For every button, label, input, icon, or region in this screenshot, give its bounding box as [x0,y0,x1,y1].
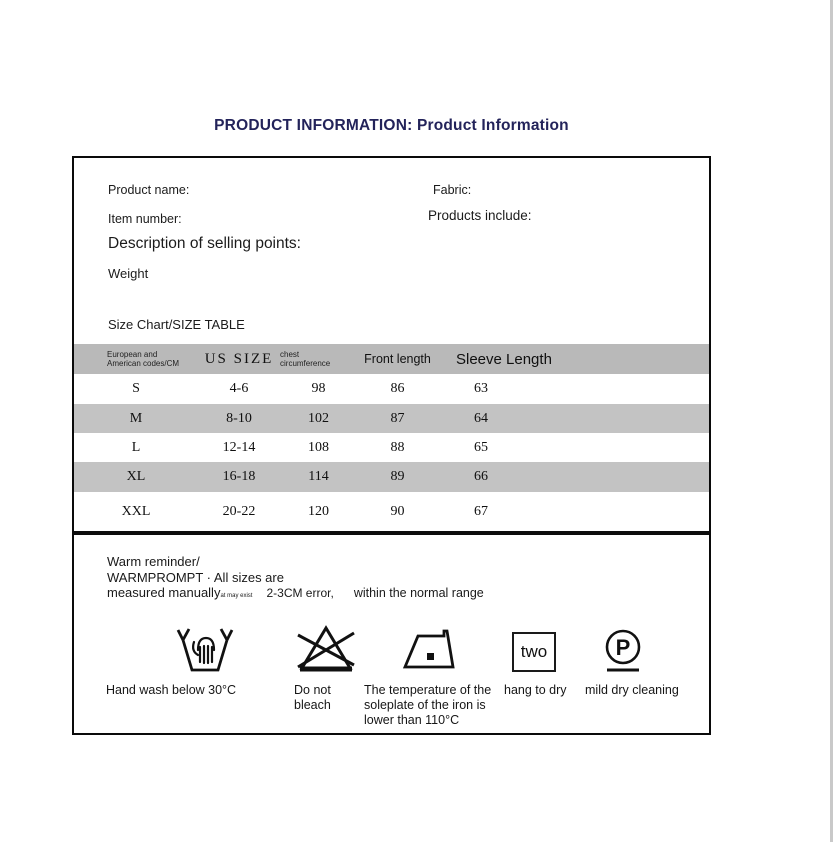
header-chest: chest circumference [280,350,331,368]
table-row-xl [74,462,709,492]
cell-front: 89 [390,469,405,484]
header-front-length: Front length [364,352,431,366]
weight-label: Weight [108,266,149,281]
size-chart-heading: Size Chart/SIZE TABLE [108,317,245,332]
cell-chest: 114 [308,469,329,484]
warm-reminder [107,554,484,605]
do-not-bleach-icon [296,621,356,677]
cell-chest: 120 [308,503,329,519]
cell-us: 12-14 [222,439,256,455]
cell-size: XL [126,469,146,484]
cell-us: 8-10 [226,410,252,426]
cell-size: L [131,439,141,455]
cell-front: 90 [390,503,405,519]
cell-sleeve: 64 [474,410,488,426]
reminder-fine-print: at may exist [220,593,253,599]
fabric-label: Fabric: [433,183,472,197]
cell-front: 87 [390,410,405,426]
selling-points-label: Description of selling points: [108,235,301,252]
cell-chest: 102 [308,410,329,426]
header-eu-us-codes: European and American codes/CM [107,350,180,368]
cell-us: 20-22 [222,503,256,519]
table-row-m [74,404,709,433]
size-table-header-row [74,344,709,374]
table-row-l [74,433,709,462]
page-edge-line [830,0,833,842]
cell-chest: 98 [311,381,326,396]
header-us-size: US SIZE [204,350,274,367]
cell-sleeve: 66 [474,469,488,484]
product-name-label: Product name: [108,183,190,197]
cell-size: S [132,381,140,396]
do-not-bleach-label: Do not bleach [294,683,331,712]
dry-clean-icon [600,627,646,675]
hang-dry-symbol-text: two [520,642,548,661]
table-row-s [74,374,709,404]
hang-dry-icon [512,632,556,672]
product-info-panel [72,156,711,735]
iron-low-temp-icon [402,629,456,669]
cell-sleeve: 67 [474,503,488,519]
cell-sleeve: 65 [474,439,488,455]
cell-us: 16-18 [222,469,256,484]
item-number-label: Item number: [108,212,182,226]
dry-clean-label: mild dry cleaning [585,683,679,697]
cell-us: 4-6 [229,381,249,396]
cell-size: XXL [121,503,151,519]
dry-clean-symbol-text: P [615,635,631,660]
cell-front: 88 [390,439,405,455]
hang-dry-label: hang to dry [504,683,567,697]
table-row-xxl [74,492,709,531]
cell-front: 86 [390,381,405,396]
page-title: PRODUCT INFORMATION: Product Information [214,117,569,134]
hand-wash-icon [176,624,234,674]
iron-label: The temperature of the soleplate of the iron is lower than 110°C [364,683,492,727]
header-sleeve-length: Sleeve Length [456,350,552,368]
section-divider [74,531,709,535]
hand-wash-label: Hand wash below 30°C [106,683,237,697]
reminder-line3: measured manuallyat may exist 2-3CM error, within the normal range [107,585,484,600]
size-table [74,344,709,531]
cell-sleeve: 63 [474,381,488,396]
cell-chest: 108 [308,439,329,455]
reminder-line1: Warm reminder/ [107,554,200,569]
cell-size: M [129,410,143,426]
reminder-line2: WARMPROMPT · All sizes are [107,569,284,585]
products-include-label: Products include: [428,208,532,223]
